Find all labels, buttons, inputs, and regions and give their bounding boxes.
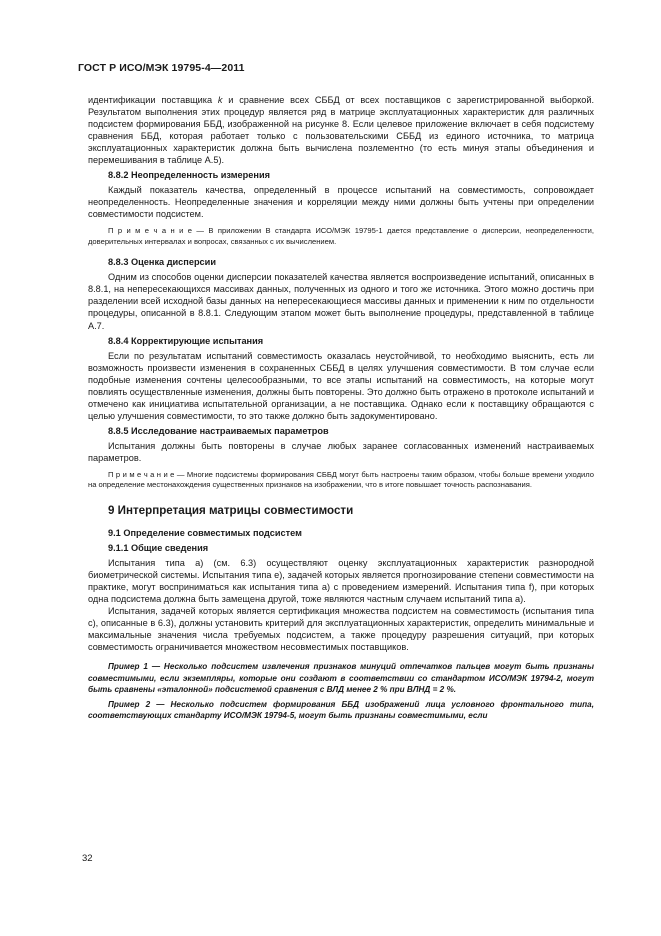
note-text: — Многие подсистемы формирования СББД могут быть настроены таким образом, чтобы больше времени уходило на определение местонахождения существенных признаков на изображении, что в итоге повышает точность распознавания. [88, 470, 594, 490]
intro-variable-k: k [217, 95, 223, 105]
heading-8-8-2: 8.8.2 Неопределенность измерения [108, 170, 270, 181]
paragraph-9-1-1-b: Испытания, задачей которых является сертификация множества подсистем на совместимость (испытания типа с), описанные в 6.3), должны установить критерий для эксплуатационных характеристик, определить минимальные и максимальные значения числа требуемых подсистем, а также процедуру разрешения ситуаций, при которых совместимость ограничивается множеством несовместимых поставщиков. [88, 606, 594, 653]
intro-text-1: идентификации поставщика [88, 95, 218, 105]
paragraph-8-8-2: Каждый показатель качества, определенный в процессе испытаний на совместимость, сопровождает неопределенность. Неопределенные значения и корреляции между ними должны быть учтены при определении совместимости подсистем. [88, 185, 594, 220]
paragraph-8-8-3: Одним из способов оценки дисперсии показателей качества является воспроизведение испытаний, описанных в 8.8.1, на непересекающихся массивах данных, полученных из одного и того же источника. Этого можно достичь при разделении всей исходной базы данных на непересекающиеся массивы данных и применении к ним по отдельности процедуры, описанной в 8.8.1. Следующим этапом может быть выполнение процедуры, представленной в таблице А.7. [88, 272, 594, 331]
intro-paragraph [88, 94, 594, 166]
note-label: П р и м е ч а н и е [108, 470, 175, 480]
paragraph-9-1-1-a: Испытания типа а) (см. 6.3) осуществляют оценку эксплуатационных характеристик разнородной биометрической системы. Испытания типа е), задачей которых является прогнозирование степени совместимости на практике, могут восприниматься как испытания типа а) с проведением измерений. Испытания типа f), при которых одна подсистема должна быть замещена другой, тоже являются частным случаем испытаний типа а). [88, 557, 594, 605]
heading-8-8-3: 8.8.3 Оценка дисперсии [108, 257, 216, 268]
paragraph-8-8-5: Испытания должны быть повторены в случае любых заранее согласованных изменений настраиваемых параметров. [88, 440, 594, 463]
heading-9-1-1: 9.1.1 Общие сведения [108, 542, 209, 553]
example-2: Пример 2 — Несколько подсистем формирования ББД изображений лица условного фронтального типа, соответствующих стандарту ИСО/МЭК 19794-5, могут быть признаны совместимыми, если [88, 699, 594, 721]
heading-9-1: 9.1 Определение совместимых подсистем [108, 527, 302, 538]
heading-8-8-5: 8.8.5 Исследование настраиваемых параметров [108, 425, 329, 436]
intro-text-2: и сравнение всех СББД от всех поставщиков с зарегистрированной выборкой. Результатом выполнения этих процедур является ряд в матрице эксплуатационных характеристик для различных подсистем формирования ББД, изображенной на рисунке 8. Если целевое приложение включает в себя подсистему сравнения ББД, которая работает только с пользовательскими СББД из единого источника, то матрица эксплуатационных характеристик должна быть вычислена позлементно (то есть минуя этапы объединения и перемешивания в таблице А.5). [88, 95, 595, 166]
paragraph-8-8-4: Если по результатам испытаний совместимость оказалась неустойчивой, то необходимо выяснить, есть ли возможность произвести изменения в сохраненных СББД в целях улучшения совместимости. В том случае если подобные изменения сочтены целесообразными, то все этапы испытаний на совместимость, на которые могут повлиять осуществленные изменения, должны быть повторены. Это должно быть отражено в протоколе испытаний и отмечено как инициатива испытательной организации, а не поставщика. Однако если к поставщику обращаются с целью улучшения совместимости, то это также должно быть задокументировано. [88, 350, 594, 421]
note-text: — В приложении В стандарта ИСО/МЭК 19795-1 дается представление о дисперсии, неопределенности, доверительных интервалах и вопросах, связанных с их вычислением. [88, 226, 594, 246]
section-9-heading: 9 Интерпретация матрицы совместимости [108, 503, 354, 517]
note-8-8-5 [88, 470, 594, 491]
page-header: ГОСТ Р ИСО/МЭК 19795-4—2011 [78, 62, 245, 74]
note-label: П р и м е ч а н и е [108, 226, 192, 236]
page-number: 32 [82, 853, 93, 864]
heading-8-8-4: 8.8.4 Корректирующие испытания [108, 335, 264, 346]
page-content [88, 94, 594, 721]
example-1: Пример 1 — Несколько подсистем извлечения признаков минуций отпечатков пальцев могут быть признаны совместимыми, если экземпляры, которые они создают в соответствии со стандартом ИСО/МЭК 19794-2, могут быть сравнены «эталонной» подсистемой сравнения с ВЛД менее 2 % при ВЛНД = 2 %. [88, 662, 594, 694]
note-8-8-2 [88, 226, 594, 247]
